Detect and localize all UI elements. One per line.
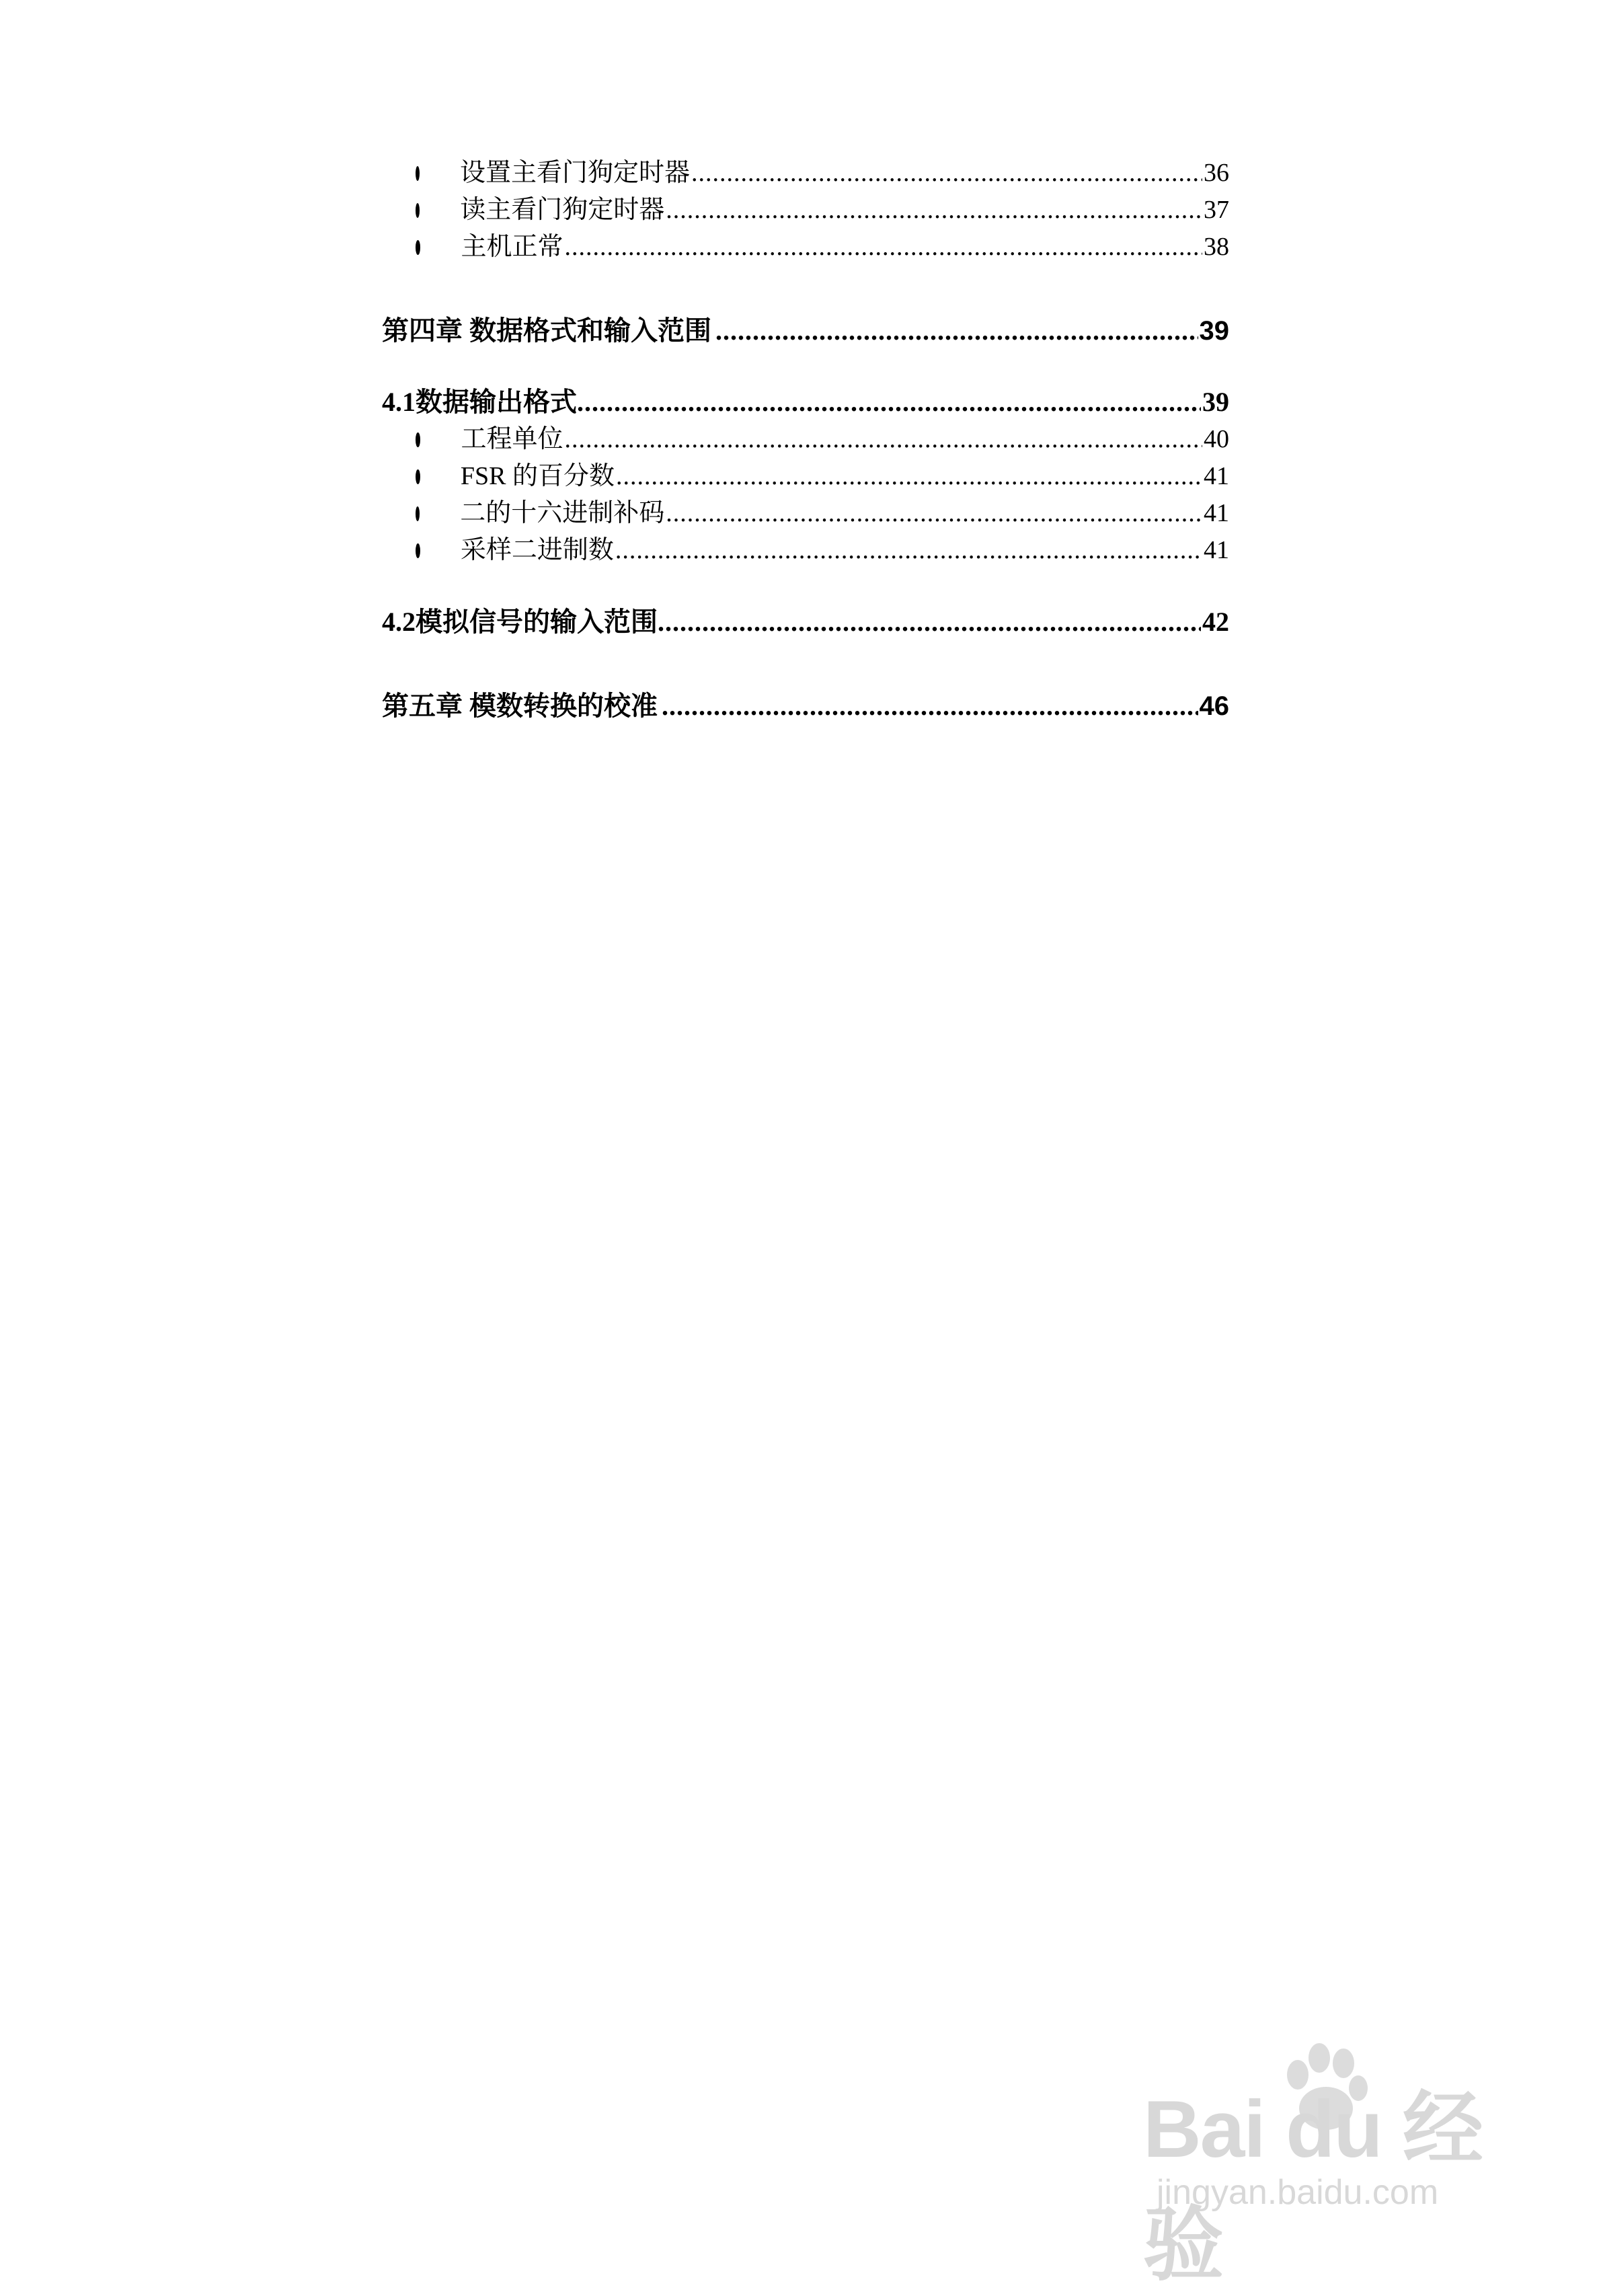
dot-leader: [666, 495, 1202, 532]
dot-leader: [577, 382, 1201, 422]
toc-section-title: 数据输出格式: [416, 387, 577, 417]
dot-leader: [691, 155, 1202, 192]
watermark-url: jingyan.baidu.com: [1157, 2173, 1439, 2212]
bullet-icon: [416, 469, 420, 484]
dot-leader: [666, 192, 1202, 229]
toc-entry[interactable]: [382, 495, 1229, 532]
toc-entry[interactable]: [382, 421, 1229, 458]
toc-chapter-title: 第四章 数据格式和输入范围: [382, 315, 711, 346]
toc-entry-title: 二的十六进制补码: [460, 499, 665, 527]
toc-section-title: 模拟信号的输入范围: [416, 607, 658, 637]
toc-entry-title: 采样二进制数: [460, 536, 614, 564]
toc-entry-title: 主机正常: [461, 233, 563, 261]
dot-leader: [564, 421, 1202, 458]
dot-leader: [662, 686, 1198, 726]
toc-chapter-title: 第五章 模数转换的校准: [382, 691, 658, 721]
toc-entry-title: 读主看门狗定时器: [460, 196, 665, 224]
toc-chapter-page: 39: [1199, 316, 1229, 346]
toc-entry-title: FSR 的百分数: [460, 462, 615, 490]
bullet-icon: [416, 506, 420, 521]
dot-leader: [616, 458, 1202, 495]
toc-entry[interactable]: [382, 229, 1229, 266]
toc-chapter-4[interactable]: [382, 311, 1229, 351]
bullet-icon: [416, 166, 420, 181]
baidu-jingyan-watermark: [1143, 2038, 1520, 2290]
toc-section-page: 39: [1202, 387, 1229, 417]
toc-entry-page: 37: [1204, 196, 1229, 224]
toc-entry-page: 41: [1204, 462, 1229, 490]
toc-section-number: 4.2: [382, 607, 416, 637]
toc-entry-page: 38: [1204, 233, 1229, 261]
toc-entry[interactable]: [382, 532, 1229, 569]
toc-entry[interactable]: [382, 192, 1229, 229]
dot-leader: [715, 311, 1198, 351]
toc-chapter-5[interactable]: [382, 686, 1229, 726]
dot-leader: [564, 229, 1202, 266]
toc-entry-page: 41: [1204, 536, 1229, 564]
toc-entry-page: 41: [1204, 499, 1229, 527]
toc-entry-title: 工程单位: [461, 425, 563, 453]
toc-entry-page: 40: [1204, 425, 1229, 453]
toc-section-4-2[interactable]: [382, 602, 1229, 642]
toc-section-number: 4.1: [382, 387, 416, 417]
dot-leader: [615, 532, 1202, 569]
bullet-icon: [416, 432, 420, 447]
bullet-icon: [416, 203, 420, 218]
watermark-brand: Bai du 经验: [1143, 2084, 1483, 2290]
toc-entry[interactable]: [382, 155, 1229, 192]
toc-section-4-1[interactable]: [382, 382, 1229, 422]
bullet-icon: [416, 543, 420, 558]
toc-entry[interactable]: [382, 458, 1229, 495]
toc-section-page: 42: [1202, 607, 1229, 637]
bullet-icon: [416, 240, 420, 255]
toc-chapter-page: 46: [1199, 691, 1229, 721]
dot-leader: [658, 602, 1201, 642]
toc-entry-title: 设置主看门狗定时器: [459, 159, 690, 187]
toc-entry-page: 36: [1204, 159, 1229, 187]
